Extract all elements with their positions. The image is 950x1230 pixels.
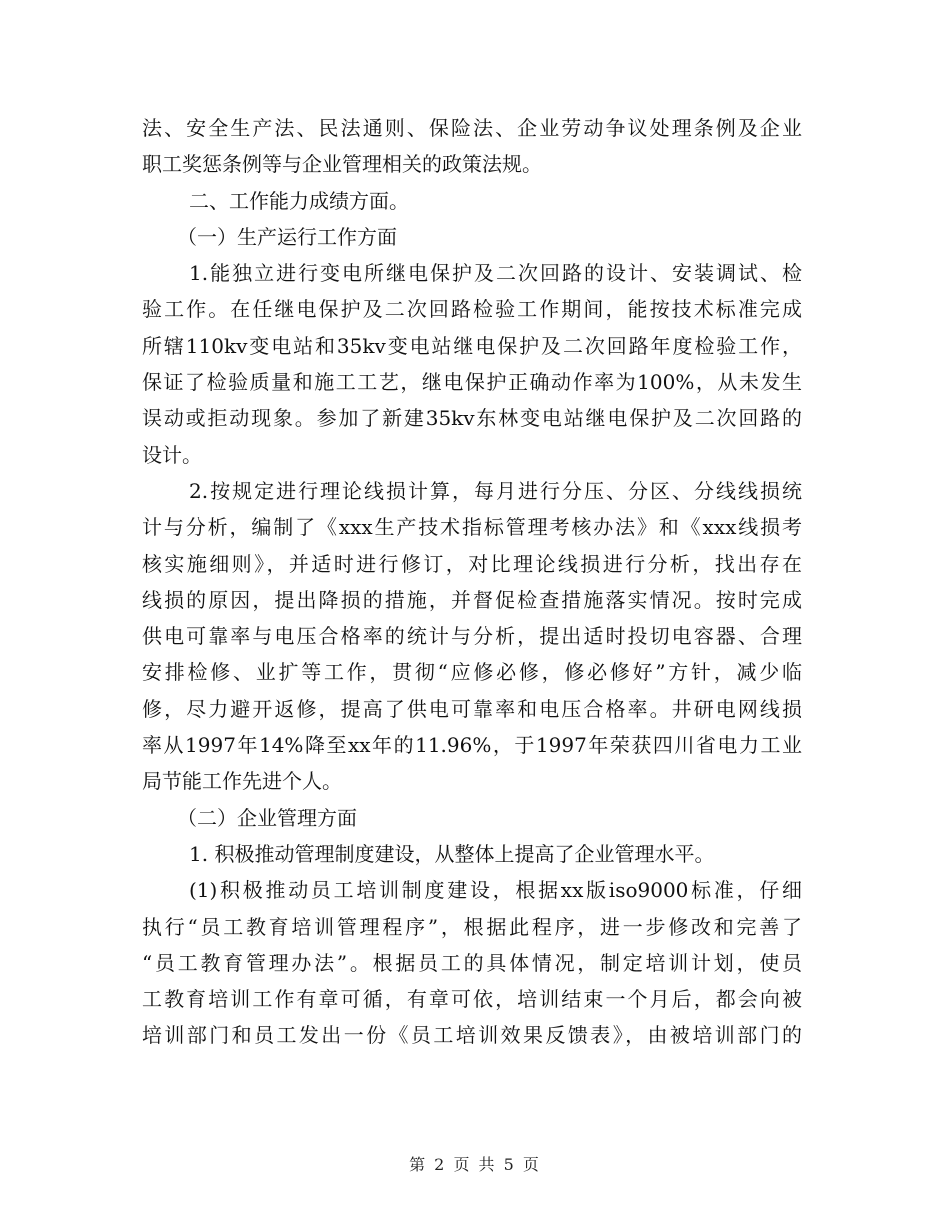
text-line: 2.按规定进行理论线损计算，每月进行分压、分区、分线线损统 <box>189 478 802 503</box>
text-line: 计与分析，编制了《xxx生产技术指标管理考核办法》和《xxx线损考 <box>142 515 802 540</box>
text-line: (1)积极推动员工培训制度建设，根据xx版iso9000标准，仔细 <box>189 878 802 903</box>
text-line: （一）生产运行工作方面 <box>177 224 397 249</box>
text-line: 保证了检验质量和施工工艺，继电保护正确动作率为100%，从未发生 <box>142 370 802 395</box>
text-line: 修，尽力避开返修，提高了供电可靠率和电压合格率。井研电网线损 <box>142 696 802 721</box>
text-line: （二）企业管理方面 <box>177 805 357 830</box>
text-line: 工教育培训工作有章可循，有章可依，培训结束一个月后，都会向被 <box>142 987 802 1012</box>
text-line: 局节能工作先进个人。 <box>142 769 342 794</box>
text-line: 职工奖惩条例等与企业管理相关的政策法规。 <box>142 152 542 177</box>
text-line: 培训部门和员工发出一份《员工培训效果反馈表》，由被培训部门的 <box>142 1023 802 1048</box>
text-line: 法、安全生产法、民法通则、保险法、企业劳动争议处理条例及企业 <box>142 116 802 140</box>
text-line: 1. 积极推动管理制度建设，从整体上提高了企业管理水平。 <box>189 841 715 866</box>
document-body <box>142 110 802 1054</box>
text-line: 所辖110kv变电站和35kv变电站继电保护及二次回路年度检验工作， <box>142 333 802 358</box>
text-line: 率从1997年14%降至xx年的11.96%，于1997年荣获四川省电力工业 <box>142 733 802 758</box>
text-line: 二、工作能力成绩方面。 <box>189 188 409 213</box>
text-line: “员工教育管理办法”。根据员工的具体情况，制定培训计划，使员 <box>142 950 802 975</box>
text-line: 供电可靠率与电压合格率的统计与分析，提出适时投切电容器、合理 <box>142 624 802 649</box>
page-footer: 第 2 页 共 5 页 <box>409 1155 541 1174</box>
text-line: 执行“员工教育培训管理程序”，根据此程序，进一步修改和完善了 <box>142 914 802 939</box>
text-line: 验工作。在任继电保护及二次回路检验工作期间，能按技术标准完成 <box>142 297 802 322</box>
text-line: 误动或拒动现象。参加了新建35kv东林变电站继电保护及二次回路的 <box>142 406 802 431</box>
text-line: 安排检修、业扩等工作，贯彻“应修必修，修必修好”方针，减少临 <box>142 660 802 685</box>
text-line: 核实施细则》，并适时进行修订，对比理论线损进行分析，找出存在 <box>142 551 802 576</box>
text-line: 1.能独立进行变电所继电保护及二次回路的设计、安装调试、检 <box>189 261 802 286</box>
text-line: 设计。 <box>142 442 202 467</box>
text-line: 线损的原因，提出降损的措施，并督促检查措施落实情况。按时完成 <box>142 587 802 612</box>
